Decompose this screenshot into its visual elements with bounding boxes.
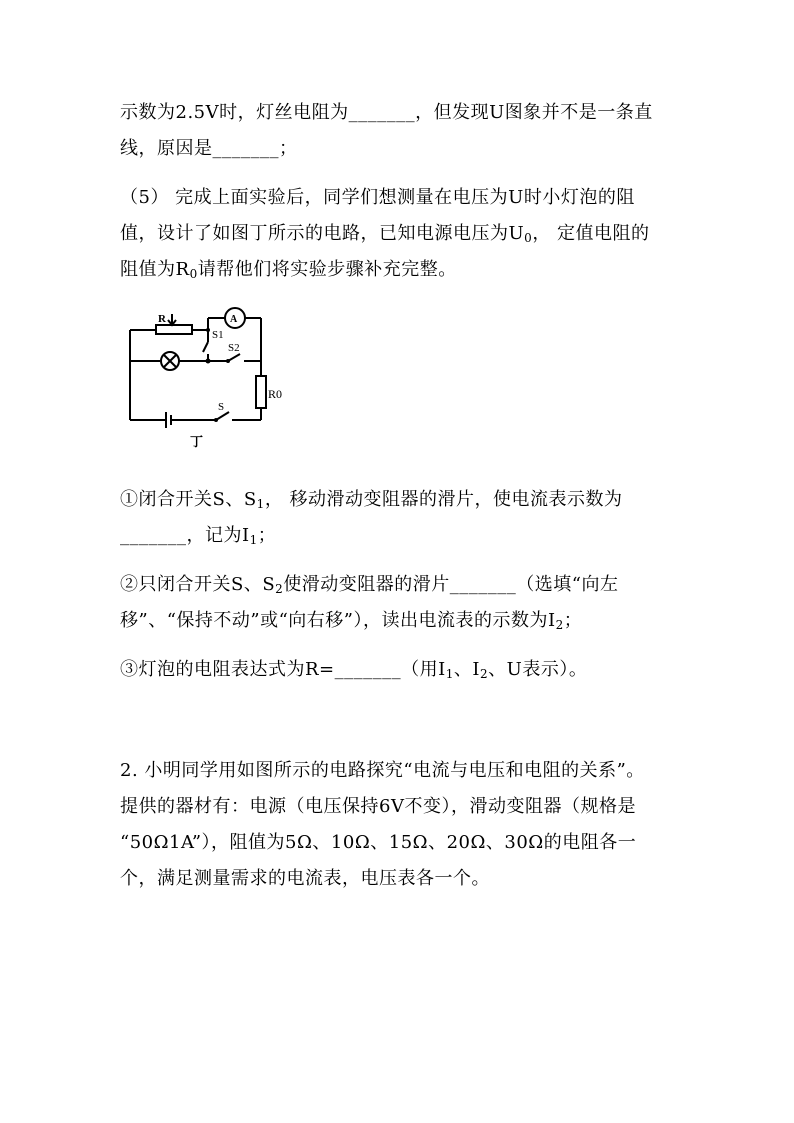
switch-s2 — [228, 354, 240, 361]
part-5-line-2: 值，设计了如图丁所示的电路，已知电源电压为$U_0$， 定值电阻的 — [120, 223, 650, 245]
part-5-line-1: （5） 完成上面实验后，同学们想测量在电压为U时小灯泡的阻 — [120, 187, 635, 208]
part-5-line-3: 阻值为$R_0$请帮他们将实验步骤补充完整。 — [120, 259, 457, 281]
figure-caption: 丁 — [190, 434, 204, 449]
question-2-line-1: 2. 小明同学用如图所示的电路探究“电流与电压和电阻的关系”。 — [120, 760, 645, 781]
label-a: A — [230, 314, 238, 325]
rheostat — [156, 325, 192, 334]
step-1-line-2: _______，记为$I_1$； — [120, 525, 277, 547]
step-3-line: ③灯泡的电阻表达式为R=_______（用$I_1$、$I_2$、U表示）。 — [120, 659, 588, 681]
resistor-r0 — [256, 376, 266, 408]
question-2-line-3: “50Ω1A”），阻值为5Ω、10Ω、15Ω、20Ω、30Ω的电阻各一 — [120, 832, 637, 853]
text-line-1: 示数为2.5V时，灯丝电阻为_______，但发现U图象并不是一条直 — [120, 102, 653, 123]
step-2-line-2: 移”、“保持不动”或“向右移”），读出电流表的示数为$I_2$； — [120, 610, 583, 632]
label-s1: S1 — [212, 329, 224, 341]
circuit-diagram — [118, 304, 294, 460]
step-1-line-1: ①闭合开关S、$S_1$， 移动滑动变阻器的滑片，使电流表示数为 — [120, 489, 623, 511]
question-2-line-4: 个，满足测量需求的电流表，电压表各一个。 — [120, 868, 490, 889]
switch-s1 — [203, 342, 208, 352]
question-2-line-2: 提供的器材有：电源（电压保持6V不变），滑动变阻器（规格是 — [120, 796, 636, 817]
label-r0: R0 — [268, 387, 283, 401]
label-s2: S2 — [228, 342, 240, 354]
label-r: R — [158, 313, 166, 325]
label-s: S — [218, 401, 225, 413]
step-2-line-1: ②只闭合开关S、$S_2$使滑动变阻器的滑片_______（选填“向左 — [120, 574, 619, 596]
switch-s — [216, 412, 229, 420]
text-line-2: 线，原因是_______； — [120, 138, 298, 159]
